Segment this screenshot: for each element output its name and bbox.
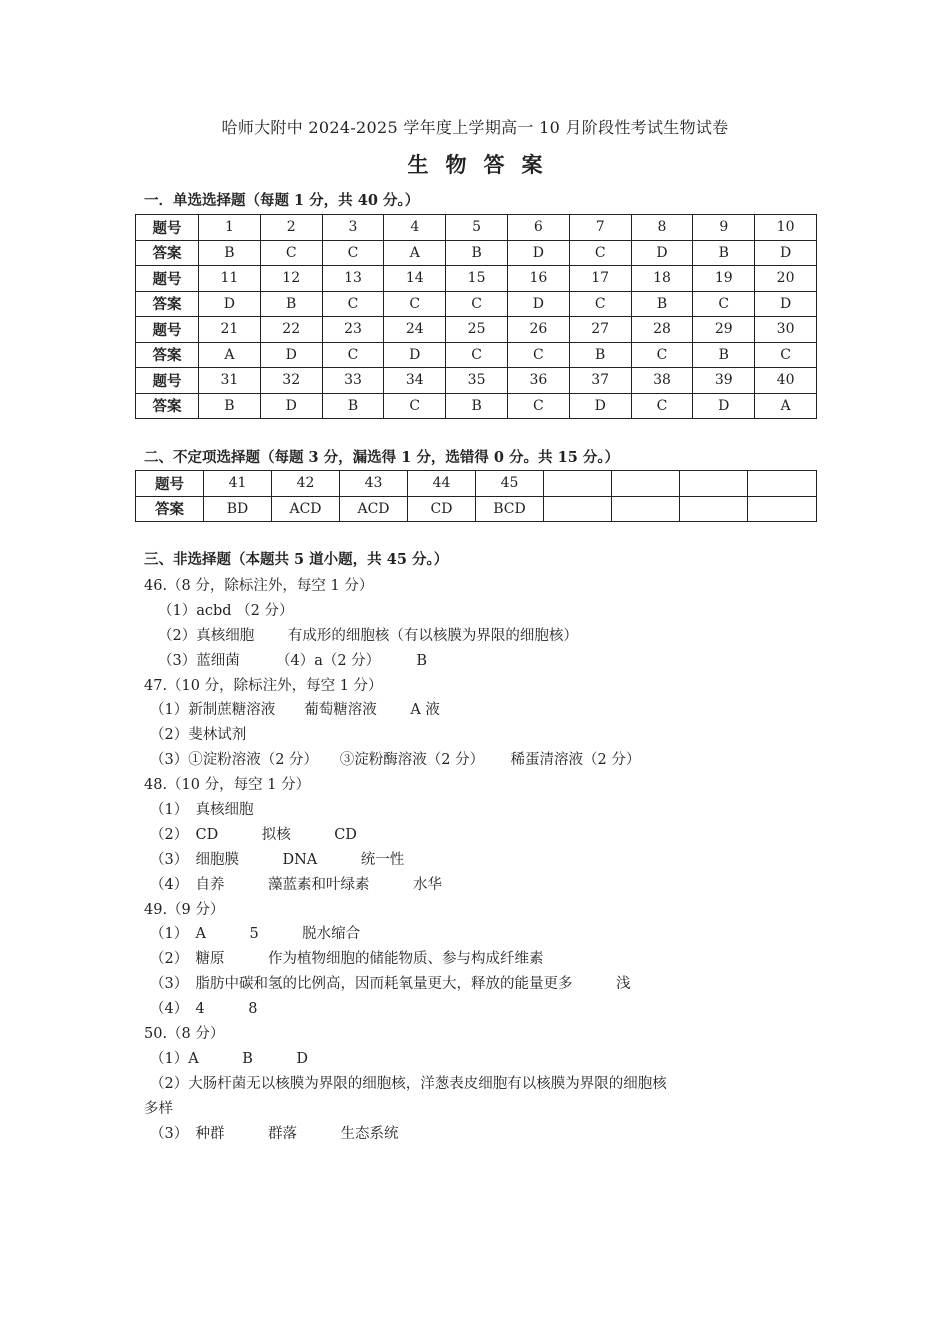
answer-line: （3） 脂肪中碳和氢的比例高，因而耗氧量更大，释放的能量更多 浅 (150, 976, 631, 993)
question-number-cell: 26 (507, 317, 569, 343)
section-2-heading: 二、不定项选择题（每题 3 分，漏选得 1 分，选错得 0 分。共 15 分。） (144, 449, 620, 466)
question-number-row (136, 266, 817, 292)
question-number-cell: 30 (755, 317, 817, 343)
question-number-cell: 1 (199, 215, 261, 241)
answer-line: 多样 (144, 1100, 173, 1117)
answer-cell (680, 496, 748, 522)
answer-cell: C (631, 393, 693, 419)
section-1-heading: 一．单选选择题（每题 1 分，共 40 分。） (144, 192, 420, 209)
question-number-row (136, 368, 817, 394)
question-number-cell: 10 (755, 215, 817, 241)
row-label-answer: 答案 (136, 342, 199, 368)
question-number-cell: 39 (693, 368, 755, 394)
question-number-cell: 19 (693, 266, 755, 292)
question-number-cell: 16 (507, 266, 569, 292)
question-number-cell: 20 (755, 266, 817, 292)
row-label-number: 题号 (136, 471, 204, 497)
question-number-cell: 21 (199, 317, 261, 343)
answer-cell: B (199, 240, 261, 266)
answer-cell: C (446, 342, 508, 368)
question-number-cell: 2 (260, 215, 322, 241)
answer-line: （1）新制蔗糖溶液 葡萄糖溶液 A 液 (150, 702, 440, 719)
answer-line: （3）蓝细菌 （4）a（2 分） B (158, 652, 428, 669)
answer-line: 48.（10 分，每空 1 分） (144, 777, 311, 794)
answer-cell: D (631, 240, 693, 266)
answer-cell: D (384, 342, 446, 368)
question-number-cell: 38 (631, 368, 693, 394)
answer-line: （1）A B D (150, 1050, 308, 1067)
question-number-cell: 17 (569, 266, 631, 292)
page-subtitle: 生物答案 (407, 152, 560, 177)
answer-cell: B (260, 291, 322, 317)
question-number-cell: 22 (260, 317, 322, 343)
answer-cell: C (693, 291, 755, 317)
question-number-cell (612, 471, 680, 497)
answer-cell: D (755, 240, 817, 266)
answer-cell: ACD (272, 496, 340, 522)
answer-cell: A (384, 240, 446, 266)
answer-line: （1） A 5 脱水缩合 (150, 926, 361, 943)
question-number-cell: 31 (199, 368, 261, 394)
answer-cell: C (507, 342, 569, 368)
question-number-cell: 8 (631, 215, 693, 241)
answer-cell: CD (408, 496, 476, 522)
answer-line: （1）acbd （2 分） (158, 602, 294, 619)
question-number-row (136, 215, 817, 241)
answer-line: （3） 种群 群落 生态系统 (150, 1125, 399, 1142)
answer-cell: A (199, 342, 261, 368)
question-number-cell: 44 (408, 471, 476, 497)
row-label-number: 题号 (136, 317, 199, 343)
answer-cell: B (446, 240, 508, 266)
question-number-cell: 34 (384, 368, 446, 394)
answer-row (136, 393, 817, 419)
question-number-cell: 13 (322, 266, 384, 292)
answer-cell (544, 496, 612, 522)
answer-cell: C (384, 393, 446, 419)
row-label-number: 题号 (136, 266, 199, 292)
question-number-cell: 32 (260, 368, 322, 394)
answer-line: 47.（10 分，除标注外，每空 1 分） (144, 677, 383, 694)
single-choice-answer-table (135, 214, 817, 419)
question-number-cell: 40 (755, 368, 817, 394)
answer-cell: D (755, 291, 817, 317)
answer-cell: C (384, 291, 446, 317)
answer-line: （4） 自养 藻蓝素和叶绿素 水华 (150, 876, 442, 893)
answer-line: 49.（9 分） (144, 901, 225, 918)
answer-row (136, 342, 817, 368)
answer-cell: B (569, 342, 631, 368)
question-number-cell (680, 471, 748, 497)
answer-cell: D (199, 291, 261, 317)
row-label-answer: 答案 (136, 393, 199, 419)
answer-row (136, 291, 817, 317)
question-number-row (136, 317, 817, 343)
answer-cell: ACD (340, 496, 408, 522)
row-label-number: 题号 (136, 368, 199, 394)
answer-cell: B (446, 393, 508, 419)
answer-line: （3） 细胞膜 DNA 统一性 (150, 851, 405, 868)
question-number-cell: 7 (569, 215, 631, 241)
question-number-cell: 42 (272, 471, 340, 497)
question-number-cell: 35 (446, 368, 508, 394)
answer-cell: B (693, 240, 755, 266)
question-number-cell: 37 (569, 368, 631, 394)
row-label-answer: 答案 (136, 291, 199, 317)
answer-row (136, 496, 817, 522)
answer-line: 46.（8 分，除标注外，每空 1 分） (144, 578, 374, 594)
question-number-cell: 33 (322, 368, 384, 394)
question-number-cell: 36 (507, 368, 569, 394)
question-number-cell: 29 (693, 317, 755, 343)
answer-cell: D (260, 393, 322, 419)
answer-cell: C (569, 240, 631, 266)
answer-cell: D (260, 342, 322, 368)
answer-cell: C (260, 240, 322, 266)
answer-cell: B (322, 393, 384, 419)
answer-line: （1） 真核细胞 (150, 802, 254, 819)
answer-cell: C (755, 342, 817, 368)
question-number-cell: 3 (322, 215, 384, 241)
answer-cell: C (631, 342, 693, 368)
answer-cell: C (322, 240, 384, 266)
question-number-cell: 12 (260, 266, 322, 292)
multiple-choice-answer-table (135, 470, 817, 522)
answer-cell: BD (204, 496, 272, 522)
non-choice-answers (144, 574, 844, 1146)
answer-line: （2）真核细胞 有成形的细胞核（有以核膜为界限的细胞核） (158, 627, 578, 644)
question-number-cell: 14 (384, 266, 446, 292)
question-number-cell: 45 (476, 471, 544, 497)
page-title: 哈师大附中 2024-2025 学年度上学期高一 10 月阶段性考试生物试卷 (221, 118, 729, 137)
question-number-cell: 11 (199, 266, 261, 292)
answer-cell: B (199, 393, 261, 419)
row-label-number: 题号 (136, 215, 199, 241)
question-number-cell: 27 (569, 317, 631, 343)
question-number-cell (544, 471, 612, 497)
answer-line: （2） CD 拟核 CD (150, 826, 357, 843)
answer-cell: D (569, 393, 631, 419)
question-number-cell: 41 (204, 471, 272, 497)
answer-cell: D (507, 291, 569, 317)
row-label-answer: 答案 (136, 496, 204, 522)
answer-cell: C (322, 291, 384, 317)
answer-cell: D (507, 240, 569, 266)
question-number-cell: 6 (507, 215, 569, 241)
answer-cell: BCD (476, 496, 544, 522)
answer-cell: C (446, 291, 508, 317)
answer-cell: D (693, 393, 755, 419)
answer-cell (612, 496, 680, 522)
question-number-cell: 25 (446, 317, 508, 343)
answer-cell: C (322, 342, 384, 368)
question-number-cell: 9 (693, 215, 755, 241)
answer-cell: A (755, 393, 817, 419)
answer-cell: C (569, 291, 631, 317)
answer-cell: B (631, 291, 693, 317)
question-number-cell: 43 (340, 471, 408, 497)
question-number-row (136, 471, 817, 497)
question-number-cell: 23 (322, 317, 384, 343)
question-number-cell: 5 (446, 215, 508, 241)
answer-cell: B (693, 342, 755, 368)
answer-line: （3）①淀粉溶液（2 分） ③淀粉酶溶液（2 分） 稀蛋清溶液（2 分） (150, 752, 641, 769)
answer-row (136, 240, 817, 266)
row-label-answer: 答案 (136, 240, 199, 266)
question-number-cell: 24 (384, 317, 446, 343)
question-number-cell (748, 471, 817, 497)
question-number-cell: 4 (384, 215, 446, 241)
answer-line: （2）大肠杆菌无以核膜为界限的细胞核，洋葱表皮细胞有以核膜为界限的细胞核 (150, 1075, 667, 1092)
answer-line: （4） 4 8 (150, 1001, 258, 1018)
answer-cell (748, 496, 817, 522)
question-number-cell: 28 (631, 317, 693, 343)
section-3-heading: 三、非选择题（本题共 5 道小题，共 45 分。） (144, 551, 449, 568)
question-number-cell: 15 (446, 266, 508, 292)
answer-line: （2） 糖原 作为植物细胞的储能物质、参与构成纤维素 (150, 951, 544, 968)
question-number-cell: 18 (631, 266, 693, 292)
answer-cell: C (507, 393, 569, 419)
answer-line: 50.（8 分） (144, 1026, 225, 1043)
answer-line: （2）斐林试剂 (150, 727, 247, 744)
